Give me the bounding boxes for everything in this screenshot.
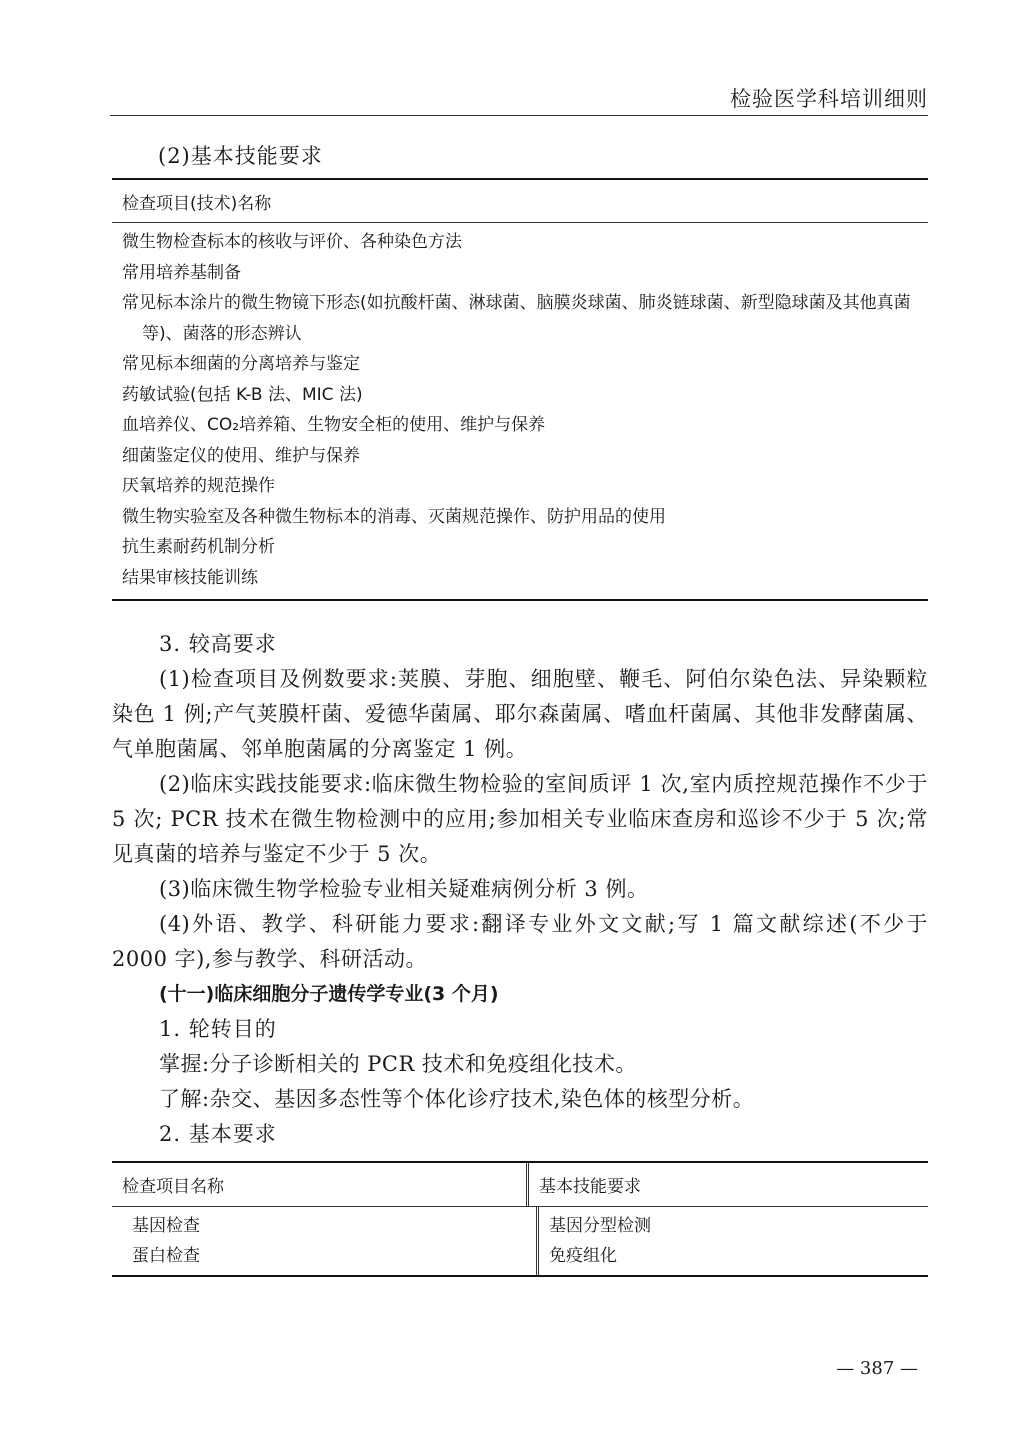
header-rule — [110, 115, 928, 116]
column-header: 检查项目名称 — [112, 1163, 529, 1206]
paragraph: 掌握:分子诊断相关的 PCR 技术和免疫组化技术。 — [159, 1052, 637, 1076]
table-row: 微生物检查标本的核收与评价、各种染色方法 — [122, 232, 462, 252]
column-header: 基本技能要求 — [539, 1177, 641, 1197]
running-header: 检验医学科培训细则 — [730, 87, 928, 111]
table-row: 常见标本涂片的微生物镜下形态(如抗酸杆菌、淋球菌、脑膜炎球菌、肺炎链球菌、新型隐球菌及其他真菌等)、菌落的形态辨认 — [122, 293, 911, 344]
skills-section-title: (2)基本技能要求 — [158, 144, 323, 168]
subsection-heading: 1. 轮转目的 — [159, 1017, 277, 1041]
table-row: 微生物实验室及各种微生物标本的消毒、灭菌规范操作、防护用品的使用 — [122, 506, 666, 527]
table-row: 血培养仪、CO₂培养箱、生物安全柜的使用、维护与保养 — [122, 415, 546, 435]
advanced-title: 3. 较高要求 — [159, 632, 277, 656]
skills-table — [112, 178, 928, 601]
table-row: 厌氧培养的规范操作 — [122, 476, 275, 496]
subsection-heading: 2. 基本要求 — [159, 1122, 277, 1146]
paragraph: (2)临床实践技能要求:临床微生物检验的室间质评 1 次,室内质控规范操作不少于 5 次; PCR 技术在微生物检测中的应用;参加相关专业临床查房和巡诊不少于 5 次;常见真菌的培养与鉴定不少于 5 次。 — [112, 772, 928, 866]
paragraph: (3)临床微生物学检验专业相关疑难病例分析 3 例。 — [159, 877, 649, 901]
table-row: 常见标本细菌的分离培养与鉴定 — [122, 354, 360, 374]
genetics-table — [112, 1161, 928, 1277]
table-row: 细菌鉴定仪的使用、维护与保养 — [122, 445, 360, 466]
paragraph: (1)检查项目及例数要求:荚膜、芽胞、细胞壁、鞭毛、阿伯尔染色法、异染颗粒染色 1 例;产气荚膜杆菌、爱德华菌属、耶尔森菌属、嗜血杆菌属、其他非发酵菌属、气单胞菌属、邻单胞菌属的分离鉴定 1 例。 — [112, 667, 928, 761]
table-cell: 基因分型检测 — [549, 1216, 651, 1236]
paragraph: 了解:杂交、基因多态性等个体化诊疗技术,染色体的核型分析。 — [159, 1087, 755, 1111]
section-heading: (十一)临床细胞分子遗传学专业(3 个月) — [159, 983, 499, 1005]
table-row: 常用培养基制备 — [122, 262, 241, 283]
paragraph: (4)外语、教学、科研能力要求:翻译专业外文文献;写 1 篇文献综述(不少于 2000 字),参与教学、科研活动。 — [112, 912, 928, 971]
table-row: 抗生素耐药机制分析 — [122, 537, 275, 557]
table-cell: 蛋白检查 — [132, 1246, 200, 1266]
table-row: 药敏试验(包括 K-B 法、MIC 法) — [122, 384, 363, 405]
advanced-requirements — [112, 627, 928, 1152]
page-number: — 387 — — [836, 1358, 918, 1379]
table-row: 结果审核技能训练 — [122, 567, 258, 588]
skills-table-header: 检查项目(技术)名称 — [112, 180, 928, 223]
table-cell: 免疫组化 — [549, 1246, 617, 1266]
table-cell: 基因检查 — [132, 1216, 200, 1236]
